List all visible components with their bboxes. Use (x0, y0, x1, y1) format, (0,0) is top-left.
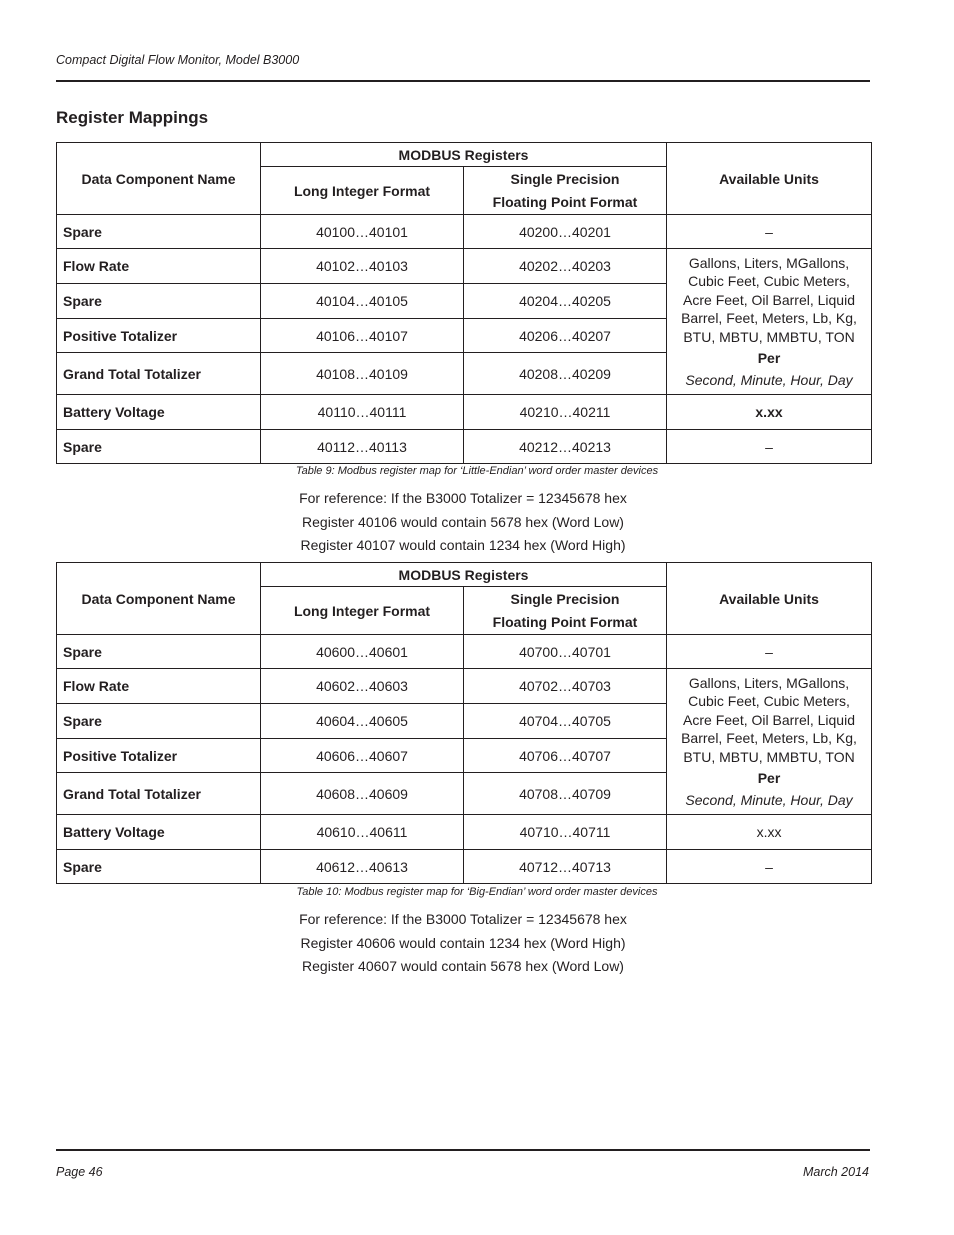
row-long: 40104…40105 (261, 284, 464, 319)
units-line: Acre Feet, Oil Barrel, Liquid (683, 711, 855, 728)
row-float: 40202…40203 (464, 249, 667, 284)
note-line: Register 40107 would contain 1234 hex (Word High) (300, 537, 626, 553)
header-name: Data Component Name (57, 563, 261, 635)
header-float-line1: Single Precision (510, 590, 620, 607)
row-units: – (667, 215, 872, 249)
table-row (57, 215, 872, 249)
units-per: Per (757, 350, 781, 367)
units-per-time: Second, Minute, Hour, Day (685, 371, 853, 388)
units-line: Cubic Feet, Cubic Meters, (688, 693, 850, 710)
register-table-little-endian (56, 142, 872, 464)
row-name: Spare (57, 284, 261, 319)
table-row (57, 395, 872, 430)
header-units: Available Units (667, 563, 872, 635)
row-name: Spare (57, 430, 261, 464)
units-list (667, 669, 872, 815)
note-line: Register 40106 would contain 5678 hex (Word Low) (302, 513, 624, 530)
row-long: 40606…40607 (261, 739, 464, 773)
row-long: 40600…40601 (261, 635, 464, 669)
footer-rule (56, 1149, 870, 1151)
row-float: 40708…40709 (464, 773, 667, 815)
header-rule (56, 80, 870, 82)
row-float: 40210…40211 (464, 395, 667, 430)
row-long: 40610…40611 (261, 815, 464, 850)
header-modbus: MODBUS Registers (261, 143, 667, 167)
units-line: Barrel, Feet, Meters, Lb, Kg, (681, 730, 857, 747)
header-units: Available Units (667, 143, 872, 215)
header-long-int: Long Integer Format (261, 167, 464, 215)
row-float: 40712…40713 (464, 850, 667, 884)
row-name: Battery Voltage (57, 395, 261, 430)
reference-note (0, 487, 926, 558)
table-row (57, 635, 872, 669)
row-long: 40110…40111 (261, 395, 464, 430)
units-line: Gallons, Liters, MGallons, (688, 254, 850, 271)
section-heading: Register Mappings (56, 108, 209, 127)
row-name: Spare (57, 635, 261, 669)
header-float-line2: Floating Point Format (492, 613, 638, 630)
units-line: Acre Feet, Oil Barrel, Liquid (683, 291, 855, 308)
row-float: 40710…40711 (464, 815, 667, 850)
row-long: 40102…40103 (261, 249, 464, 284)
header-float-line2: Floating Point Format (492, 193, 638, 210)
row-long: 40604…40605 (261, 704, 464, 739)
header-float (464, 167, 667, 215)
row-float: 40706…40707 (464, 739, 667, 773)
row-units: x.xx (667, 395, 872, 430)
row-name: Flow Rate (57, 249, 261, 284)
row-name: Grand Total Totalizer (57, 353, 261, 395)
page-number: Page 46 (56, 1165, 103, 1179)
row-units: – (667, 850, 872, 884)
running-header: Compact Digital Flow Monitor, Model B3000 (56, 53, 300, 67)
row-name: Grand Total Totalizer (57, 773, 261, 815)
header-float (464, 587, 667, 635)
note-line: For reference: If the B3000 Totalizer = 12345678 hex (299, 911, 627, 927)
row-long: 40612…40613 (261, 850, 464, 884)
row-float: 40206…40207 (464, 319, 667, 353)
table-row (57, 850, 872, 884)
row-name: Battery Voltage (57, 815, 261, 850)
units-per: Per (757, 770, 781, 787)
row-name: Spare (57, 215, 261, 249)
row-float: 40200…40201 (464, 215, 667, 249)
row-units: – (667, 430, 872, 464)
units-line: Barrel, Feet, Meters, Lb, Kg, (681, 310, 857, 327)
header-modbus: MODBUS Registers (261, 563, 667, 587)
row-units: – (667, 635, 872, 669)
row-name: Spare (57, 850, 261, 884)
footer-date: March 2014 (802, 1165, 869, 1179)
table-row (57, 815, 872, 850)
row-name: Flow Rate (57, 669, 261, 704)
register-table-big-endian (56, 562, 872, 884)
header-name: Data Component Name (57, 143, 261, 215)
units-line: BTU, MBTU, MMBTU, TON (683, 748, 855, 765)
table-row (57, 249, 872, 284)
note-line: Register 40606 would contain 1234 hex (Word High) (300, 934, 626, 951)
header-long-int: Long Integer Format (261, 587, 464, 635)
units-per-time: Second, Minute, Hour, Day (685, 791, 853, 808)
units-line: BTU, MBTU, MMBTU, TON (683, 328, 855, 345)
note-line: For reference: If the B3000 Totalizer = 12345678 hex (299, 490, 627, 506)
row-float: 40212…40213 (464, 430, 667, 464)
row-float: 40700…40701 (464, 635, 667, 669)
row-name: Spare (57, 704, 261, 739)
row-long: 40100…40101 (261, 215, 464, 249)
row-name: Positive Totalizer (57, 739, 261, 773)
row-units: x.xx (667, 815, 872, 850)
row-float: 40704…40705 (464, 704, 667, 739)
row-float: 40702…40703 (464, 669, 667, 704)
table-caption: Table 9: Modbus register map for ‘Little-Endian’ word order master devices (295, 465, 659, 477)
units-line: Gallons, Liters, MGallons, (688, 674, 850, 691)
row-long: 40608…40609 (261, 773, 464, 815)
row-long: 40108…40109 (261, 353, 464, 395)
reference-note (0, 908, 926, 979)
units-list (667, 249, 872, 395)
row-long: 40106…40107 (261, 319, 464, 353)
units-line: Cubic Feet, Cubic Meters, (688, 273, 850, 290)
table-row (57, 430, 872, 464)
row-float: 40204…40205 (464, 284, 667, 319)
note-line: Register 40607 would contain 5678 hex (Word Low) (302, 958, 624, 974)
row-float: 40208…40209 (464, 353, 667, 395)
row-long: 40112…40113 (261, 430, 464, 464)
table-row (57, 669, 872, 704)
table-caption: Table 10: Modbus register map for ‘Big-Endian’ word order master devices (296, 886, 658, 898)
row-name: Positive Totalizer (57, 319, 261, 353)
header-float-line1: Single Precision (510, 170, 620, 187)
row-long: 40602…40603 (261, 669, 464, 704)
